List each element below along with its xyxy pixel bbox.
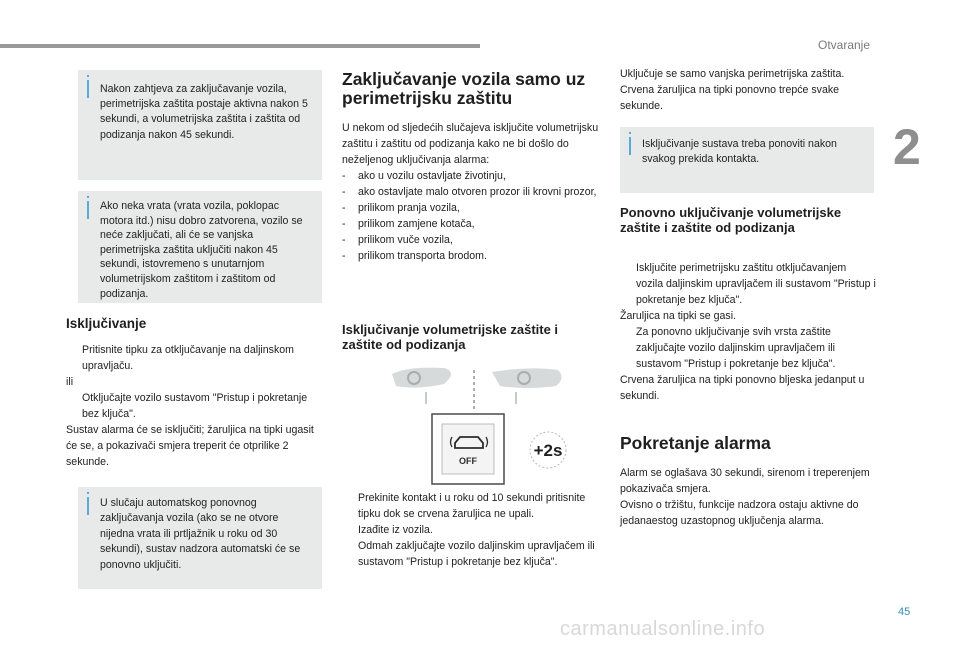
heading-deactivate-volumetric: Isključivanje volumetrijske zaštite i zaštite od podizanja xyxy=(342,322,559,352)
list-item xyxy=(342,168,604,184)
perimeter-intro xyxy=(342,120,604,264)
paragraph: Alarm se oglašava 30 sekundi, sirenom i treperenjem pokazivača smjera. xyxy=(620,467,870,495)
list-item xyxy=(342,184,604,200)
heading-reactivate: Ponovno uključivanje volumetrijske zaštite i zaštite od podizanja xyxy=(620,205,842,235)
item-text: Odmah zaključajte vozilo daljinskim upravljačem ili sustavom "Pristup i pokretanje bez ključa". xyxy=(358,540,595,568)
chapter-number: 2 xyxy=(893,119,921,175)
perimeter-paragraph: Uključuje se samo vanjska perimetrijska zaštita. Crvena žaruljica na tipki ponovno trepće svake sekunde. xyxy=(620,68,845,112)
list-item xyxy=(342,232,604,248)
watermark: carmanualsonline.info xyxy=(560,618,766,640)
button-label: OFF xyxy=(459,456,477,466)
item-text: Pritisnite tipku za otključavanje na daljinskom upravljaču. xyxy=(82,344,294,372)
alarm-button-figure xyxy=(388,364,588,488)
alarm-trigger-text xyxy=(620,465,876,529)
deactivate-steps xyxy=(342,490,604,570)
item-text: prilikom vuče vozila, xyxy=(358,234,453,246)
note-text: U slučaju automatskog ponovnog zaključavanja vozila (ako se ne otvore nijedna vrata ili prtljažnik u roku od 30 sekundi), sustav nadzora automatski će se ponovno uključiti. xyxy=(100,497,301,571)
list-item xyxy=(342,522,604,538)
info-icon xyxy=(87,201,89,219)
page-number: 45 xyxy=(898,606,911,618)
heading-deactivation: Isključivanje xyxy=(66,316,147,331)
dash-marker: - xyxy=(342,170,346,182)
list-item xyxy=(342,216,604,232)
alarm-button xyxy=(442,424,494,474)
item-text: Isključite perimetrijsku zaštitu otključavanjem vozila daljinskim upravljačem ili sustavom "Pristup i pokretanje bez ključa". xyxy=(636,262,876,306)
list-item xyxy=(342,490,604,522)
delay-badge: +2s xyxy=(533,441,563,460)
dash-marker: - xyxy=(342,234,346,246)
section-name: Otvaranje xyxy=(818,38,871,52)
note-text: Ako neka vrata (vrata vozila, poklopac motora itd.) nisu dobro zatvorena, vozilo se neće zaključati, ali će se vanjska perimetrijska zaštita uključiti nakon 45 sekundi, istovremeno s unutarnjom volumetrijskom zaštitom i zaštitom od podizanja. xyxy=(100,200,303,300)
list-item xyxy=(342,200,604,216)
item-text: Za ponovno uključivanje svih vrsta zaštite zaključajte vozilo daljinskim upravljačem ili sustavom "Pristup i pokretanje bez ključa". xyxy=(636,326,836,370)
dash-marker: - xyxy=(342,202,346,214)
item-text: prilikom zamjene kotača, xyxy=(358,218,475,230)
list-item xyxy=(620,324,876,372)
reactivate-text xyxy=(620,260,876,404)
paragraph: Sustav alarma će se isključiti; žaruljica na tipki ugasit će se, a pokazivači smjera treperit će otprilike 2 sekunde. xyxy=(66,424,314,468)
deactivation-text xyxy=(66,342,322,470)
item-text: prilikom pranja vozila, xyxy=(358,202,460,214)
item-text: Otključajte vozilo sustavom "Pristup i pokretanje bez ključa". xyxy=(82,392,308,420)
paragraph: Ovisno o tržištu, funkcije nadzora ostaju aktivne do jedanaestog uzastopnog uključenja alarma. xyxy=(620,499,859,527)
list-item xyxy=(66,342,322,374)
info-icon xyxy=(87,80,89,98)
item-text: ako u vozilu ostavljate životinju, xyxy=(358,170,506,182)
list-item xyxy=(620,260,876,308)
note-text: Nakon zahtjeva za zaključavanje vozila, perimetrijska zaštita postaje aktivna nakon 5 sekundi, a volumetrijska zaštita i zaštita od podizanja nakon 45 sekundi. xyxy=(100,83,308,141)
item-text: Prekinite kontakt i u roku od 10 sekundi pritisnite tipku dok se crvena žaruljica ne upali. xyxy=(358,492,586,520)
paragraph: Žaruljica na tipki se gasi. xyxy=(620,310,736,322)
heading-alarm-trigger: Pokretanje alarma xyxy=(620,433,771,453)
info-icon xyxy=(87,497,89,515)
item-text: prilikom transporta brodom. xyxy=(358,250,487,262)
title-perimeter-only: Zaključavanje vozila samo uz perimetrijsku zaštitu xyxy=(342,69,586,108)
info-note-delay xyxy=(78,70,322,180)
dash-marker: - xyxy=(342,186,346,198)
info-note-repeat xyxy=(620,127,874,193)
list-item xyxy=(342,538,604,570)
paragraph: U nekom od sljedećih slučajeva isključite volumetrijsku zaštitu i zaštitu od podizanja kako ne bi došlo do neželjenog uključivanja alarma: xyxy=(342,122,599,166)
list-item xyxy=(342,248,604,264)
info-icon xyxy=(629,137,631,155)
item-text: Izađite iz vozila. xyxy=(358,524,433,536)
or-text: ili xyxy=(66,376,74,388)
header-rule xyxy=(0,44,480,48)
info-note-doors xyxy=(78,191,322,303)
dash-marker: - xyxy=(342,250,346,262)
item-text: ako ostavljate malo otvoren prozor ili krovni prozor, xyxy=(358,186,597,198)
info-note-relock xyxy=(78,487,322,589)
car-interior-right-icon xyxy=(492,368,562,404)
paragraph: Crvena žaruljica na tipki ponovno bljeska jedanput u sekundi. xyxy=(620,374,865,402)
car-interior-left-icon xyxy=(392,368,451,404)
note-text: Isključivanje sustava treba ponoviti nakon svakog prekida kontakta. xyxy=(642,138,837,166)
list-item xyxy=(66,390,322,422)
dash-marker: - xyxy=(342,218,346,230)
